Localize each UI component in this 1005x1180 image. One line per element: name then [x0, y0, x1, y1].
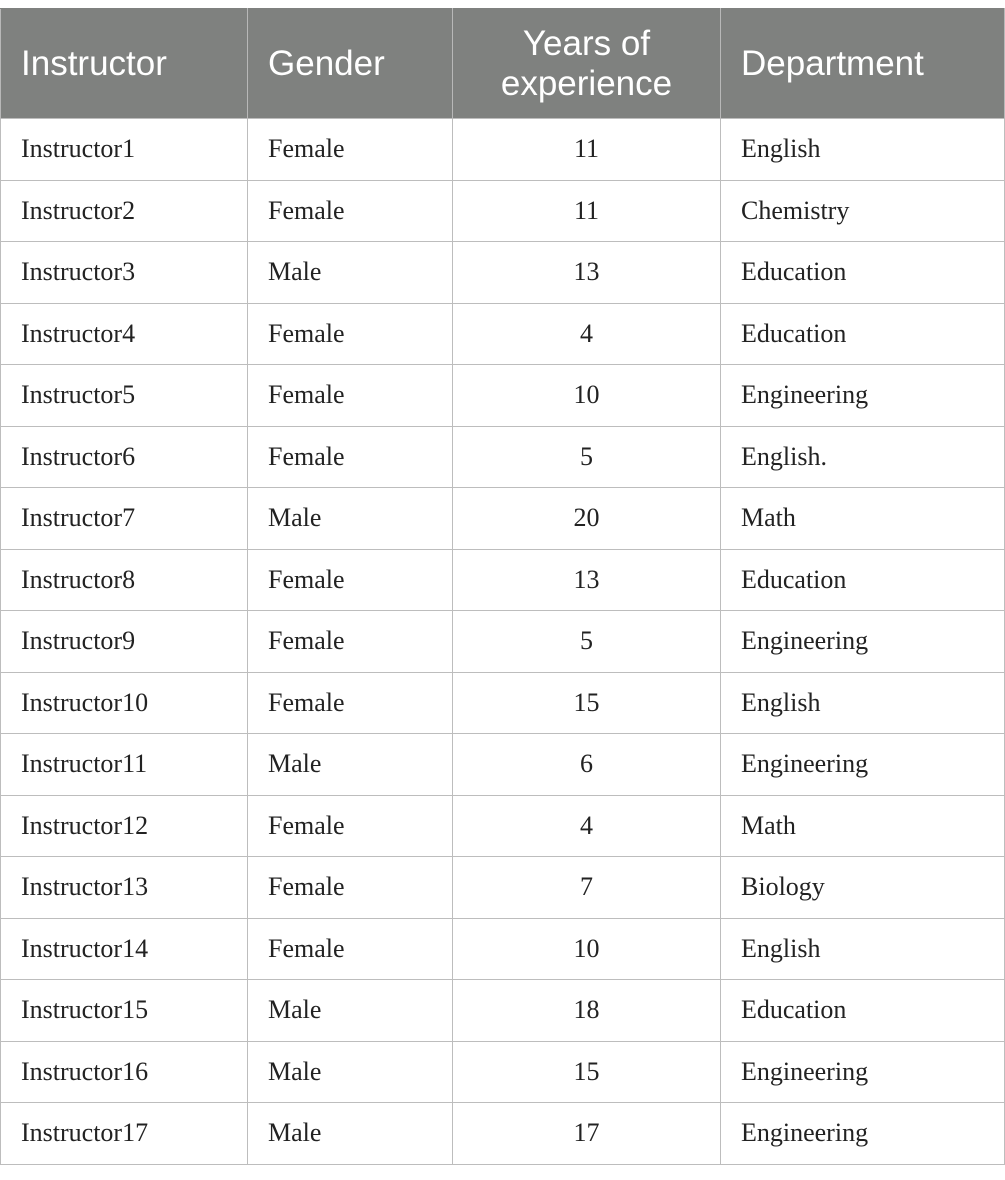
instructor-cell: Instructor14 — [1, 918, 248, 980]
header-gender: Gender — [248, 9, 453, 119]
years-cell: 11 — [453, 180, 721, 242]
instructor-cell: Instructor15 — [1, 980, 248, 1042]
table-row — [1, 857, 1005, 919]
department-cell: Engineering — [721, 365, 1005, 427]
table-row — [1, 1041, 1005, 1103]
department-cell: English — [721, 918, 1005, 980]
gender-cell: Female — [248, 611, 453, 673]
department-cell: Education — [721, 242, 1005, 304]
instructor-table — [0, 8, 1005, 1165]
instructor-cell: Instructor8 — [1, 549, 248, 611]
instructor-cell: Instructor5 — [1, 365, 248, 427]
years-cell: 5 — [453, 611, 721, 673]
years-cell: 5 — [453, 426, 721, 488]
instructor-cell: Instructor12 — [1, 795, 248, 857]
gender-cell: Female — [248, 180, 453, 242]
instructor-cell: Instructor10 — [1, 672, 248, 734]
table-row — [1, 672, 1005, 734]
years-cell: 15 — [453, 672, 721, 734]
instructor-cell: Instructor13 — [1, 857, 248, 919]
gender-cell: Female — [248, 365, 453, 427]
table-row — [1, 119, 1005, 181]
department-cell: Education — [721, 980, 1005, 1042]
table-row — [1, 488, 1005, 550]
department-cell: English. — [721, 426, 1005, 488]
instructor-cell: Instructor9 — [1, 611, 248, 673]
instructor-cell: Instructor7 — [1, 488, 248, 550]
years-cell: 13 — [453, 242, 721, 304]
table-row — [1, 795, 1005, 857]
instructor-cell: Instructor4 — [1, 303, 248, 365]
years-cell: 11 — [453, 119, 721, 181]
instructor-cell: Instructor11 — [1, 734, 248, 796]
table-row — [1, 303, 1005, 365]
years-cell: 18 — [453, 980, 721, 1042]
years-cell: 6 — [453, 734, 721, 796]
table-row — [1, 549, 1005, 611]
instructor-cell: Instructor2 — [1, 180, 248, 242]
gender-cell: Male — [248, 980, 453, 1042]
years-cell: 4 — [453, 303, 721, 365]
table-row — [1, 1103, 1005, 1165]
department-cell: Math — [721, 795, 1005, 857]
gender-cell: Male — [248, 488, 453, 550]
department-cell: Engineering — [721, 611, 1005, 673]
years-cell: 17 — [453, 1103, 721, 1165]
table-row — [1, 180, 1005, 242]
table-body — [1, 119, 1005, 1165]
instructor-cell: Instructor3 — [1, 242, 248, 304]
instructor-cell: Instructor17 — [1, 1103, 248, 1165]
department-cell: Engineering — [721, 1103, 1005, 1165]
instructor-cell: Instructor16 — [1, 1041, 248, 1103]
gender-cell: Male — [248, 242, 453, 304]
years-cell: 4 — [453, 795, 721, 857]
gender-cell: Female — [248, 918, 453, 980]
table-row — [1, 918, 1005, 980]
department-cell: Chemistry — [721, 180, 1005, 242]
instructor-table-container — [0, 8, 1004, 1165]
department-cell: English — [721, 672, 1005, 734]
gender-cell: Female — [248, 119, 453, 181]
years-cell: 15 — [453, 1041, 721, 1103]
department-cell: English — [721, 119, 1005, 181]
instructor-cell: Instructor1 — [1, 119, 248, 181]
table-row — [1, 365, 1005, 427]
department-cell: Math — [721, 488, 1005, 550]
gender-cell: Male — [248, 734, 453, 796]
header-years-of-experience: Years of experience — [453, 9, 721, 119]
table-row — [1, 734, 1005, 796]
gender-cell: Male — [248, 1041, 453, 1103]
gender-cell: Female — [248, 857, 453, 919]
header-instructor: Instructor — [1, 9, 248, 119]
instructor-cell: Instructor6 — [1, 426, 248, 488]
gender-cell: Male — [248, 1103, 453, 1165]
table-row — [1, 426, 1005, 488]
header-department: Department — [721, 9, 1005, 119]
table-row — [1, 980, 1005, 1042]
gender-cell: Female — [248, 426, 453, 488]
years-cell: 10 — [453, 365, 721, 427]
years-cell: 7 — [453, 857, 721, 919]
gender-cell: Female — [248, 672, 453, 734]
department-cell: Education — [721, 303, 1005, 365]
gender-cell: Female — [248, 303, 453, 365]
gender-cell: Female — [248, 795, 453, 857]
department-cell: Education — [721, 549, 1005, 611]
department-cell: Engineering — [721, 734, 1005, 796]
table-header-row — [1, 9, 1005, 119]
department-cell: Engineering — [721, 1041, 1005, 1103]
years-cell: 20 — [453, 488, 721, 550]
years-cell: 10 — [453, 918, 721, 980]
years-cell: 13 — [453, 549, 721, 611]
table-row — [1, 242, 1005, 304]
gender-cell: Female — [248, 549, 453, 611]
department-cell: Biology — [721, 857, 1005, 919]
table-row — [1, 611, 1005, 673]
